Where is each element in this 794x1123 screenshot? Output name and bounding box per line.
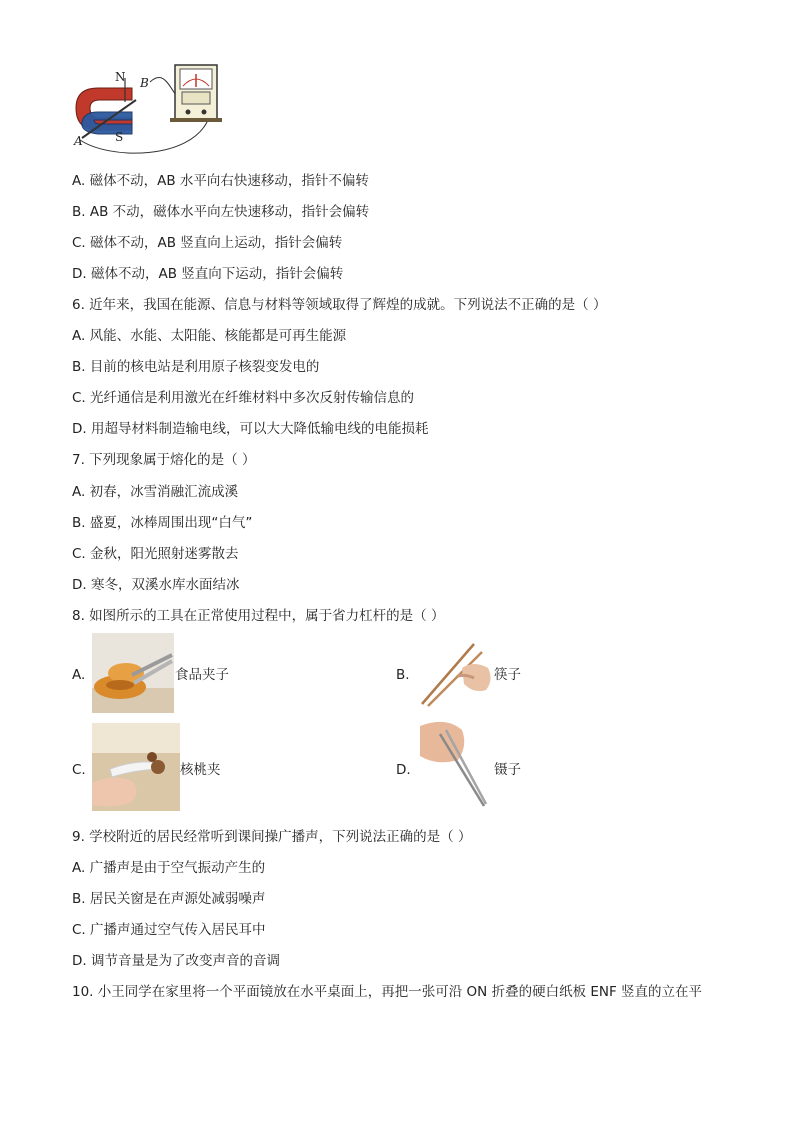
q8-option-b-letter: B. [396, 667, 410, 683]
magnet-galvanometer-figure [70, 60, 230, 160]
chopsticks-photo [418, 640, 494, 708]
label-n: N [115, 70, 126, 84]
q9-option-d: D. 调节音量是为了改变声音的音调 [72, 953, 280, 969]
q8-option-c-letter: C. [72, 762, 86, 778]
nutcracker-photo [92, 723, 180, 811]
food-tongs-photo [92, 633, 174, 713]
q7-option-a: A. 初春，冰雪消融汇流成溪 [72, 484, 239, 500]
q9-option-b: B. 居民关窗是在声源处减弱噪声 [72, 891, 266, 907]
q8-option-d-letter: D. [396, 762, 411, 778]
q9-option-c: C. 广播声通过空气传入居民耳中 [72, 922, 266, 938]
q6-option-c: C. 光纤通信是利用激光在纤维材料中多次反射传输信息的 [72, 390, 415, 406]
q6-option-a: A. 风能、水能、太阳能、核能都是可再生能源 [72, 328, 347, 344]
q6-stem: 6. 近年来，我国在能源、信息与材料等领域取得了辉煌的成就。下列说法不正确的是（ ） [72, 297, 607, 313]
q7-option-c: C. 金秋，阳光照射迷雾散去 [72, 546, 239, 562]
q8-option-d-text: 镊子 [494, 762, 521, 778]
q9-option-a: A. 广播声是由于空气振动产生的 [72, 860, 266, 876]
q8-option-a-text: 食品夹子 [175, 667, 229, 683]
q7-option-d: D. 寒冬，双溪水库水面结冰 [72, 577, 240, 593]
label-b: B [140, 76, 149, 90]
q9-stem: 9. 学校附近的居民经常听到课间操广播声，下列说法正确的是（ ） [72, 829, 472, 845]
q7-stem: 7. 下列现象属于熔化的是（ ） [72, 452, 256, 468]
q8-option-b-text: 筷子 [494, 667, 521, 683]
q6-option-d: D. 用超导材料制造输电线，可以大大降低输电线的电能损耗 [72, 421, 429, 437]
label-a: A [74, 134, 83, 148]
q5-option-a: A. 磁体不动，AB 水平向右快速移动，指针不偏转 [72, 173, 369, 189]
q6-option-b: B. 目前的核电站是利用原子核裂变发电的 [72, 359, 320, 375]
q5-option-b: B. AB 不动，磁体水平向左快速移动，指针会偏转 [72, 204, 370, 220]
label-s: S [115, 130, 124, 144]
q5-option-d: D. 磁体不动，AB 竖直向下运动，指针会偏转 [72, 266, 344, 282]
q5-option-c: C. 磁体不动，AB 竖直向上运动，指针会偏转 [72, 235, 343, 251]
q8-stem: 8. 如图所示的工具在正常使用过程中，属于省力杠杆的是（ ） [72, 608, 445, 624]
q7-option-b: B. 盛夏，冰棒周围出现“白气” [72, 515, 253, 531]
tweezers-photo [416, 716, 492, 812]
q10-stem: 10. 小王同学在家里将一个平面镜放在水平桌面上，再把一张可沿 ON 折叠的硬白纸板 ENF 竖直的立在平 [72, 984, 703, 1000]
q8-option-c-text: 核桃夹 [180, 762, 221, 778]
q8-option-a-letter: A. [72, 667, 86, 683]
